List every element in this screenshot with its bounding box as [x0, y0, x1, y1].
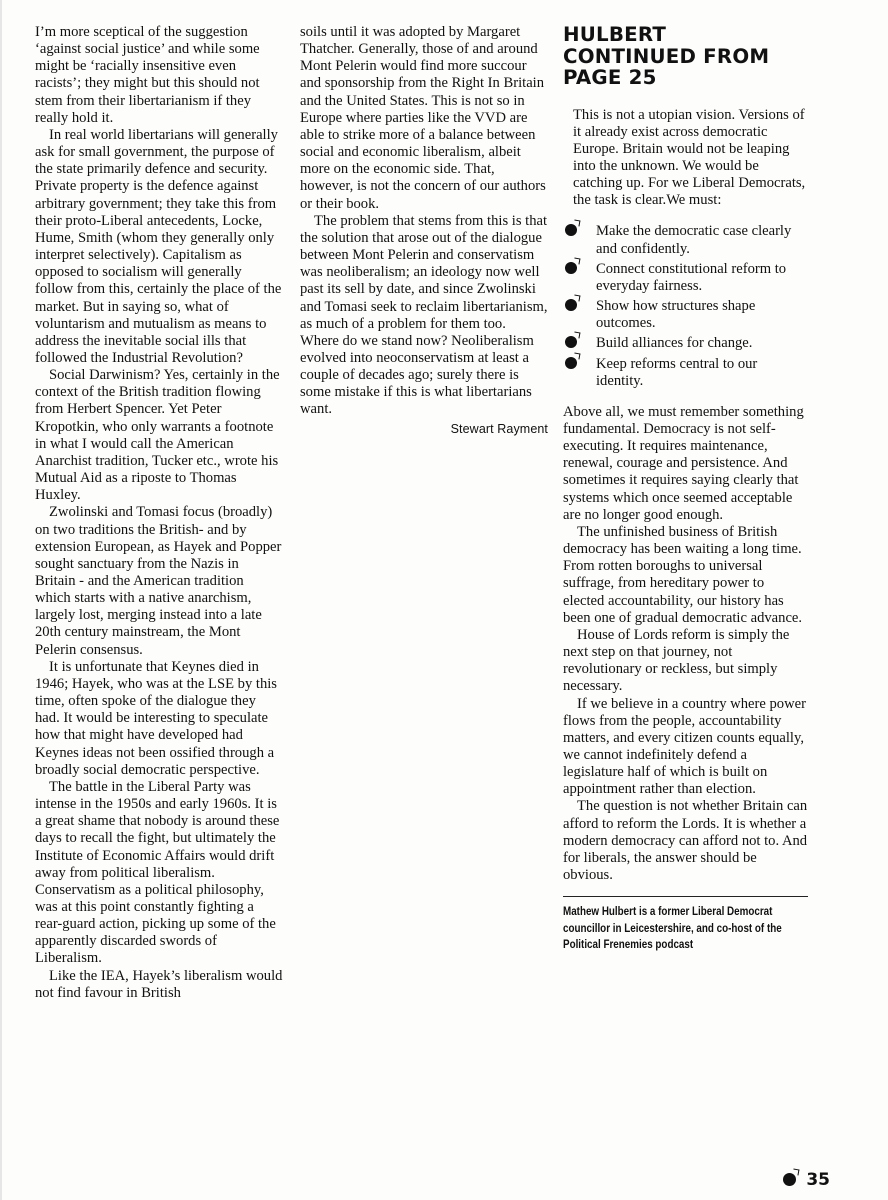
bomb-icon — [565, 336, 577, 348]
list-item — [563, 261, 808, 295]
author-signature: Stewart Rayment — [450, 421, 548, 436]
heading-line: HULBERT — [563, 23, 667, 46]
bullet-list — [563, 223, 808, 389]
paragraph: House of Lords reform is simply the next step on that journey, not revolutionary or reckless, but simply necessary. — [563, 626, 790, 695]
list-item — [563, 223, 808, 257]
page-number: 35 — [806, 1170, 830, 1190]
article-heading — [563, 24, 808, 89]
column-2 — [300, 24, 548, 438]
divider — [563, 896, 808, 897]
bomb-icon — [565, 262, 577, 274]
author-bio: Mathew Hulbert is a former Liberal Democrat councillor in Leicestershire, and co-host of the Political Frenemies podcast — [563, 904, 782, 952]
bomb-icon — [783, 1173, 796, 1186]
list-item — [563, 298, 808, 332]
paragraph: The battle in the Liberal Party was intense in the 1950s and early 1960s. It is a great shame that nobody is around these days to recall the fight, but ultimately the Institute of Economic Affairs would drift away from political liberalism. Conservatism as a political philosophy, was at this point constantly fighting a rear-guard action, picking up some of the apparently discarded swords of Liberalism. — [35, 778, 280, 967]
paragraph: If we believe in a country where power flows from the people, accountability matters, and every citizen counts equally, we cannot indefinitely defend a legislature half of which is built on appointment rather than election. — [563, 695, 806, 798]
list-item — [563, 335, 808, 352]
paragraph: Like the IEA, Hayek’s liberalism would not find favour in British — [35, 967, 283, 1001]
paragraph: Above all, we must remember something fundamental. Democracy is not self-executing. It requires maintenance, renewal, courage and persistence. And sometimes it requires saying clearly that systems which once seemed acceptable are no longer good enough. — [563, 403, 804, 523]
bomb-icon — [565, 299, 577, 311]
list-item-text: Connect constitutional reform to everyday fairness. — [596, 260, 787, 294]
bomb-icon — [565, 224, 577, 236]
paragraph: In real world libertarians will generally ask for small government, the purpose of the state primarily defence and security. Private property is the defence against arbitrary government; they take this from their proto-Liberal antecedents, Locke, Hume, Smith (whom they generally only interpret selectively). Capitalism as opposed to socialism will generally follow from this, certainly the place of the market. But in saying so, what of voluntarism and mutualism as means to address the inevitable social ills that followed the Industrial Revolution? — [35, 126, 282, 366]
heading-line: PAGE 25 — [563, 66, 657, 89]
paragraph: The question is not whether Britain can afford to reform the Lords. It is whether a modern democracy can afford not to. And for liberals, the answer should be obvious. — [563, 798, 808, 884]
paragraph: Social Darwinism? Yes, certainly in the context of the British tradition flowing from Herbert Spencer. Yet Peter Kropotkin, who only warrants a footnote in what I would call the American Anarchist tradition, Tucker etc., wrote his Mutual Aid as a riposte to Thomas Huxley. — [35, 367, 280, 504]
list-item — [563, 356, 808, 390]
intro — [563, 107, 808, 210]
intro-paragraph: This is not a utopian vision. Versions of it already exist across democratic Europe. Britain would not be leaping into the unknown. We would be catching up. For we Liberal Democrats, the task is clear.We must: — [573, 106, 806, 209]
column-3 — [563, 24, 808, 953]
page-footer — [783, 1170, 830, 1190]
paragraph: I’m more sceptical of the suggestion ‘against social justice’ and while some might be ‘racially insensitive even racists’; they might but this should not stem from their libertarianism if they really hold it. — [35, 24, 260, 126]
paragraph: soils until it was adopted by Margaret Thatcher. Generally, those of and around Mont Pelerin would find more succour and sponsorship from the Right In Britain and the United States. This is not so in Europe where parties like the VVD are able to strike more of a balance between social and economic liberalism, albeit more on the economic side. That, however, is not the concern of our authors or their book. — [300, 24, 546, 212]
paragraph: Zwolinski and Tomasi focus (broadly) on two traditions the British- and by extension European, as Hayek and Popper sought sanctuary from the Nazis in Britain - and the American tradition which starts with a native anarchism, largely lost, merging instead into a late 20th century mainstream, the Mont Pelerin consensus. — [35, 504, 282, 658]
list-item-text: Build alliances for change. — [596, 335, 753, 352]
paragraph: The unfinished business of British democracy has been waiting a long time. From rotten boroughs to universal suffrage, from hereditary power to elected accountability, our history has been one of gradual democratic advance. — [563, 523, 803, 626]
heading-line: CONTINUED FROM — [563, 44, 770, 68]
column-1 — [35, 24, 283, 1002]
paragraph: It is unfortunate that Keynes died in 1946; Hayek, who was at the LSE by this time, often spoke of the dialogue they had. It would be interesting to speculate how that might have developed had Keynes ideas not been ossified through a broadly social democratic perspective. — [35, 658, 277, 778]
list-item-text: Make the democratic case clearly and confidently. — [596, 223, 792, 257]
list-item-text: Keep reforms central to our identity. — [596, 355, 758, 389]
bomb-icon — [565, 357, 577, 369]
paragraph: The problem that stems from this is that the solution that arose out of the dialogue between Mont Pelerin and conservatism was neoliberalism; an ideology now well past its sell by date, and since Zwolinski and Tomasi seek to reclaim libertarianism, as much of a problem for them too. Where do we stand now? Neoliberalism evolved into neoconservatism at least a couple of decades ago; surely there is some mistake if this is what libertarians want. — [300, 212, 548, 418]
list-item-text: Show how structures shape outcomes. — [596, 298, 756, 332]
